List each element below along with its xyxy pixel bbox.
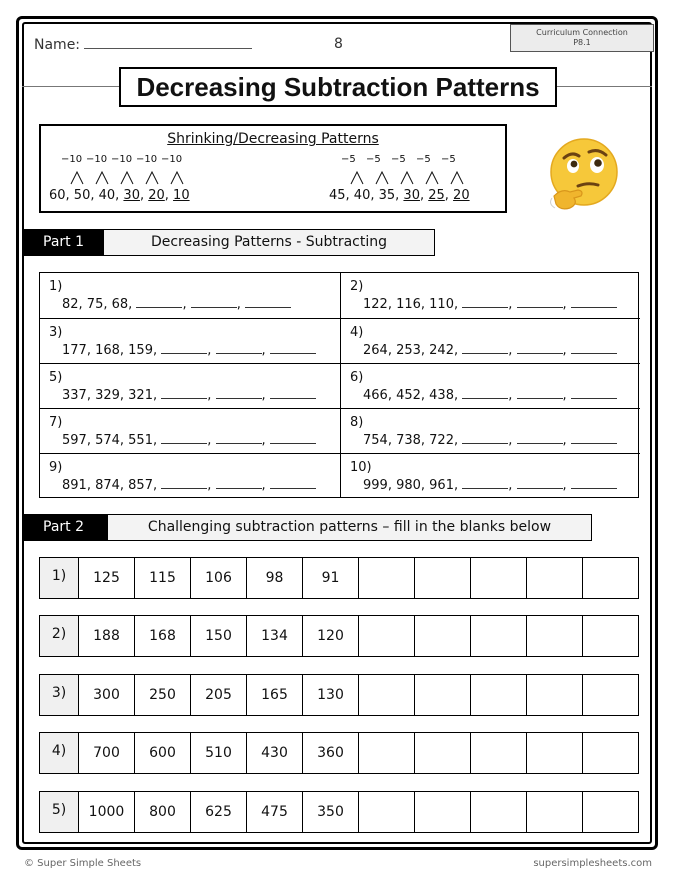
sequence-answer: 10 xyxy=(173,188,190,203)
pattern-row xyxy=(39,557,639,599)
answer-box[interactable] xyxy=(358,733,414,773)
question-given-numbers: 177, 168, 159, xyxy=(62,343,158,358)
difference-label: −5 xyxy=(441,154,456,165)
question-cell xyxy=(340,408,640,453)
answer-blank[interactable] xyxy=(161,433,207,444)
pattern-arrow xyxy=(351,172,363,184)
difference-label: −5 xyxy=(391,154,406,165)
pattern-value: 700 xyxy=(78,733,134,773)
question-sequence: 466, 452, 438, , , xyxy=(363,388,617,403)
pattern-value: 98 xyxy=(246,558,302,598)
answer-box[interactable] xyxy=(582,675,638,715)
answer-blank[interactable] xyxy=(270,388,316,399)
question-cell xyxy=(40,453,340,498)
answer-box[interactable] xyxy=(526,616,582,656)
row-number: 3) xyxy=(40,675,78,715)
pattern-value: 600 xyxy=(134,733,190,773)
pattern-value: 188 xyxy=(78,616,134,656)
part2-description: Challenging subtraction patterns – fill in the blanks below xyxy=(107,515,591,540)
name-field xyxy=(34,36,252,53)
answer-box[interactable] xyxy=(582,733,638,773)
question-cell xyxy=(340,318,640,363)
difference-label: −10 xyxy=(136,154,158,165)
answer-box[interactable] xyxy=(470,558,526,598)
pattern-value: 510 xyxy=(190,733,246,773)
answer-blank[interactable] xyxy=(216,478,262,489)
sequence-answer: 30 xyxy=(403,188,420,203)
difference-label: −10 xyxy=(111,154,133,165)
sequence-answer: 20 xyxy=(453,188,470,203)
pattern-value: 120 xyxy=(302,616,358,656)
pattern-value: 165 xyxy=(246,675,302,715)
pattern-value: 1000 xyxy=(78,792,134,832)
answer-blank[interactable] xyxy=(161,388,207,399)
answer-blank[interactable] xyxy=(161,343,207,354)
answer-blank[interactable] xyxy=(216,343,262,354)
answer-box[interactable] xyxy=(470,616,526,656)
footer-website[interactable]: supersimplesheets.com xyxy=(533,858,652,869)
answer-blank[interactable] xyxy=(216,433,262,444)
answer-blank[interactable] xyxy=(517,433,563,444)
pattern-value: 115 xyxy=(134,558,190,598)
answer-blank[interactable] xyxy=(517,388,563,399)
pattern-value: 300 xyxy=(78,675,134,715)
pattern-row xyxy=(39,732,639,774)
pattern-value: 91 xyxy=(302,558,358,598)
pattern-value: 130 xyxy=(302,675,358,715)
difference-label: −5 xyxy=(366,154,381,165)
question-sequence: 177, 168, 159, , , xyxy=(62,343,316,358)
question-sequence: 999, 980, 961, , , xyxy=(363,478,617,493)
answer-box[interactable] xyxy=(414,792,470,832)
pattern-arrow xyxy=(146,172,158,184)
question-cell xyxy=(340,453,640,498)
question-given-numbers: 754, 738, 722, xyxy=(363,433,459,448)
question-given-numbers: 264, 253, 242, xyxy=(363,343,459,358)
answer-blank[interactable] xyxy=(571,478,617,489)
question-number: 5) xyxy=(49,370,63,385)
answer-box[interactable] xyxy=(358,558,414,598)
pattern-value: 430 xyxy=(246,733,302,773)
page-title: Decreasing Subtraction Patterns xyxy=(119,67,557,107)
part1-label: Part 1 xyxy=(25,230,103,255)
difference-label: −10 xyxy=(86,154,108,165)
name-blank-line[interactable] xyxy=(84,36,252,49)
row-number: 2) xyxy=(40,616,78,656)
question-number: 2) xyxy=(350,279,364,294)
question-number: 10) xyxy=(350,460,372,475)
question-sequence: 122, 116, 110, , , xyxy=(363,297,617,312)
question-given-numbers: 999, 980, 961, xyxy=(363,478,459,493)
pattern-value: 106 xyxy=(190,558,246,598)
sequence-answer: 25 xyxy=(428,188,445,203)
pattern-arrow xyxy=(121,172,133,184)
question-number: 6) xyxy=(350,370,364,385)
pattern-arrow xyxy=(376,172,388,184)
curriculum-label: Curriculum Connection xyxy=(536,28,628,37)
question-sequence: 264, 253, 242, , , xyxy=(363,343,617,358)
difference-label: −5 xyxy=(416,154,431,165)
pattern-row xyxy=(39,674,639,716)
answer-blank[interactable] xyxy=(462,433,508,444)
example-left-sequence: 60, 50, 40, 30, 20, 10 xyxy=(49,188,190,203)
answer-blank[interactable] xyxy=(462,478,508,489)
pattern-arrow xyxy=(71,172,83,184)
pattern-value: 800 xyxy=(134,792,190,832)
footer-copyright: © Super Simple Sheets xyxy=(24,858,142,869)
pattern-value: 625 xyxy=(190,792,246,832)
answer-blank[interactable] xyxy=(517,478,563,489)
pattern-row xyxy=(39,791,639,833)
question-sequence: 597, 574, 551, , , xyxy=(62,433,316,448)
answer-blank[interactable] xyxy=(571,297,617,308)
pattern-value: 350 xyxy=(302,792,358,832)
question-sequence: 891, 874, 857, , , xyxy=(62,478,316,493)
answer-blank[interactable] xyxy=(136,297,182,308)
answer-box[interactable] xyxy=(414,733,470,773)
pattern-row xyxy=(39,615,639,657)
answer-box[interactable] xyxy=(358,792,414,832)
answer-box[interactable] xyxy=(470,733,526,773)
answer-blank[interactable] xyxy=(571,343,617,354)
answer-blank[interactable] xyxy=(462,388,508,399)
question-cell xyxy=(40,318,340,363)
sequence-given: 60, 50, 40, xyxy=(49,188,124,203)
answer-blank[interactable] xyxy=(270,343,316,354)
pattern-arrow xyxy=(171,172,183,184)
question-cell xyxy=(340,363,640,408)
question-given-numbers: 122, 116, 110, xyxy=(363,297,459,312)
difference-label: −5 xyxy=(341,154,356,165)
answer-blank[interactable] xyxy=(191,297,237,308)
sequence-given: 45, 40, 35, xyxy=(329,188,404,203)
question-number: 7) xyxy=(49,415,63,430)
answer-blank[interactable] xyxy=(245,297,291,308)
question-cell xyxy=(340,273,640,318)
answer-blank[interactable] xyxy=(517,297,563,308)
answer-box[interactable] xyxy=(582,558,638,598)
question-cell xyxy=(40,408,340,453)
part1-question-grid xyxy=(39,272,639,498)
example-right-sequence: 45, 40, 35, 30, 25, 20 xyxy=(329,188,470,203)
pattern-value: 125 xyxy=(78,558,134,598)
sequence-answer: 30 xyxy=(123,188,140,203)
example-left-arrows xyxy=(63,170,203,186)
part2-label: Part 2 xyxy=(25,515,107,540)
pattern-arrow xyxy=(96,172,108,184)
question-sequence: 82, 75, 68, , , xyxy=(62,297,291,312)
question-given-numbers: 891, 874, 857, xyxy=(62,478,158,493)
answer-box[interactable] xyxy=(526,792,582,832)
question-number: 3) xyxy=(49,325,63,340)
answer-blank[interactable] xyxy=(462,343,508,354)
example-box xyxy=(39,124,507,213)
answer-blank[interactable] xyxy=(270,433,316,444)
pattern-arrow xyxy=(401,172,413,184)
answer-blank[interactable] xyxy=(517,343,563,354)
answer-box[interactable] xyxy=(526,558,582,598)
answer-box[interactable] xyxy=(526,733,582,773)
curriculum-box xyxy=(510,24,654,52)
answer-box[interactable] xyxy=(414,675,470,715)
question-given-numbers: 82, 75, 68, xyxy=(62,297,133,312)
answer-box[interactable] xyxy=(414,558,470,598)
question-number: 9) xyxy=(49,460,63,475)
row-number: 4) xyxy=(40,733,78,773)
answer-box[interactable] xyxy=(470,675,526,715)
question-sequence: 754, 738, 722, , , xyxy=(363,433,617,448)
row-number: 1) xyxy=(40,558,78,598)
pattern-arrow xyxy=(451,172,463,184)
pattern-value: 168 xyxy=(134,616,190,656)
question-cell xyxy=(40,273,340,318)
answer-box[interactable] xyxy=(582,616,638,656)
pattern-value: 205 xyxy=(190,675,246,715)
question-given-numbers: 337, 329, 321, xyxy=(62,388,158,403)
pattern-value: 360 xyxy=(302,733,358,773)
question-number: 4) xyxy=(350,325,364,340)
pattern-value: 150 xyxy=(190,616,246,656)
example-right-arrows xyxy=(343,170,483,186)
difference-label: −10 xyxy=(61,154,83,165)
question-sequence: 337, 329, 321, , , xyxy=(62,388,316,403)
thinking-face-icon xyxy=(548,138,622,214)
curriculum-code: P8.1 xyxy=(573,38,591,47)
question-given-numbers: 597, 574, 551, xyxy=(62,433,158,448)
answer-blank[interactable] xyxy=(462,297,508,308)
question-number: 8) xyxy=(350,415,364,430)
answer-box[interactable] xyxy=(470,792,526,832)
answer-blank[interactable] xyxy=(216,388,262,399)
answer-blank[interactable] xyxy=(161,478,207,489)
pattern-value: 475 xyxy=(246,792,302,832)
row-number: 5) xyxy=(40,792,78,832)
answer-blank[interactable] xyxy=(270,478,316,489)
example-title: Shrinking/Decreasing Patterns xyxy=(167,131,379,147)
difference-label: −10 xyxy=(161,154,183,165)
sequence-answer: 20 xyxy=(148,188,165,203)
question-cell xyxy=(40,363,340,408)
answer-blank[interactable] xyxy=(571,388,617,399)
part2-header xyxy=(24,514,592,541)
answer-box[interactable] xyxy=(358,616,414,656)
answer-box[interactable] xyxy=(526,675,582,715)
part1-description: Decreasing Patterns - Subtracting xyxy=(103,230,434,255)
name-label: Name: xyxy=(34,37,81,53)
question-given-numbers: 466, 452, 438, xyxy=(363,388,459,403)
answer-box[interactable] xyxy=(582,792,638,832)
question-number: 1) xyxy=(49,279,63,294)
pattern-value: 250 xyxy=(134,675,190,715)
pattern-value: 134 xyxy=(246,616,302,656)
page-number: 8 xyxy=(334,36,343,52)
answer-box[interactable] xyxy=(358,675,414,715)
pattern-arrow xyxy=(426,172,438,184)
answer-box[interactable] xyxy=(414,616,470,656)
part1-header xyxy=(24,229,435,256)
answer-blank[interactable] xyxy=(571,433,617,444)
